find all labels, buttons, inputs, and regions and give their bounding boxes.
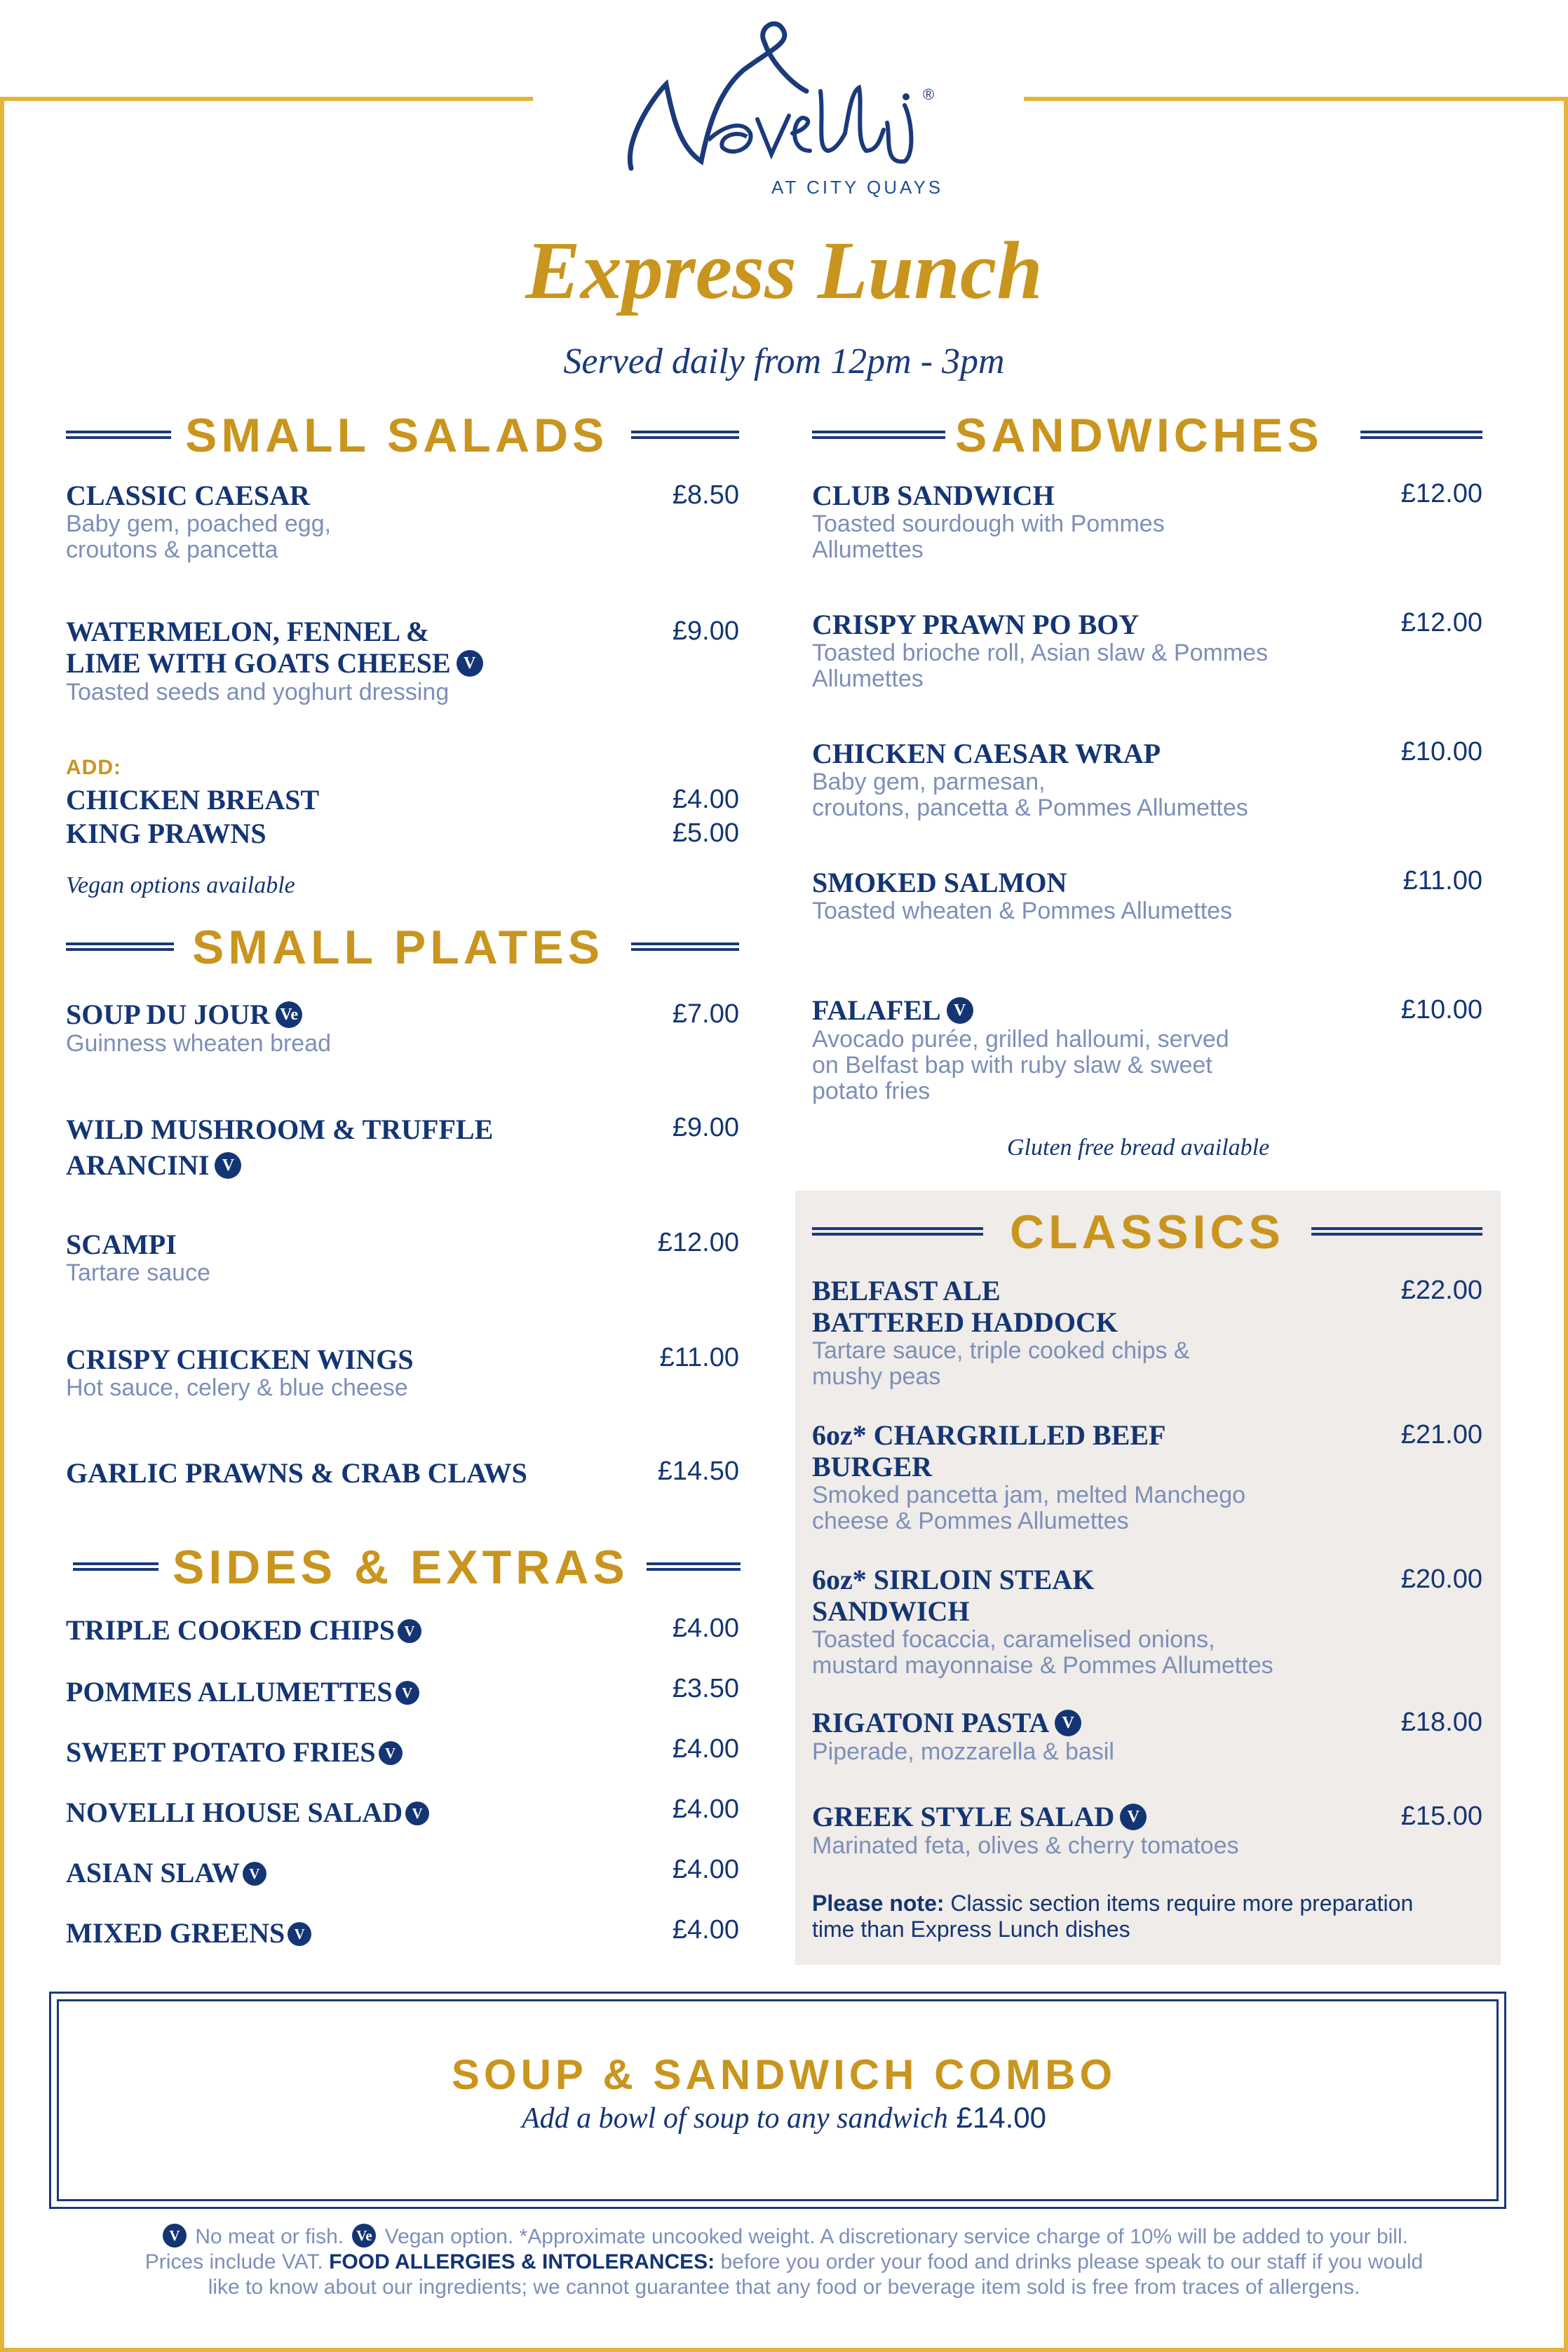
add-item bbox=[66, 784, 319, 816]
item-desc: on Belfast bap with ruby slaw & sweet bbox=[812, 1051, 1212, 1079]
item-price: £3.50 bbox=[672, 1674, 739, 1703]
item-price: £21.00 bbox=[1400, 1420, 1482, 1449]
item-name-line bbox=[66, 1857, 269, 1888]
add-item bbox=[66, 818, 266, 849]
combo-subtitle bbox=[0, 2101, 1568, 2135]
item-price: £11.00 bbox=[1403, 866, 1482, 895]
section-heading: SIDES & EXTRAS bbox=[173, 1541, 629, 1594]
item-name: CHICKEN BREAST bbox=[66, 784, 320, 816]
item-name-text: MIXED GREENS bbox=[66, 1917, 285, 1949]
section-small-plates bbox=[66, 923, 739, 972]
item-name: SMOKED SALMON bbox=[812, 867, 1067, 898]
vegetarian-badge-icon: V bbox=[398, 1619, 421, 1643]
heading-rule-right bbox=[631, 431, 739, 439]
footer-allergy-text: before you order your food and drinks please speak to our staff if you would bbox=[715, 2250, 1424, 2274]
item-name: CRISPY PRAWN PO BOY bbox=[812, 609, 1140, 640]
heading-rule-left bbox=[812, 431, 945, 439]
heading-rule-right bbox=[1311, 1227, 1482, 1236]
heading-rule-right bbox=[631, 942, 739, 951]
item-desc: Toasted sourdough with Pommes bbox=[812, 511, 1165, 537]
section-heading: CLASSICS bbox=[1010, 1205, 1285, 1259]
menu-item bbox=[66, 999, 599, 1057]
heading-rule-left bbox=[66, 431, 171, 439]
item-name: CLUB SANDWICH bbox=[812, 480, 1055, 511]
menu-item bbox=[812, 867, 1345, 924]
item-name-text: POMMES ALLUMETTES bbox=[66, 1676, 393, 1708]
item-name-text: SOUP DU JOUR bbox=[66, 999, 271, 1030]
item-name-line2 bbox=[66, 647, 599, 680]
menu-item bbox=[66, 1857, 269, 1888]
item-desc: Tartare sauce, triple cooked chips & bbox=[812, 1337, 1190, 1364]
frame-bottom bbox=[0, 2348, 1568, 2352]
item-desc: Smoked pancetta jam, melted Manchego bbox=[812, 1482, 1246, 1508]
menu-item bbox=[66, 480, 557, 563]
item-name-line bbox=[66, 1797, 432, 1828]
footer-ve-text: Vegan option. *Approximate uncooked weight. A discretionary service charge of 10% will be added to your bill. bbox=[379, 2225, 1408, 2248]
vegetarian-badge-icon: V bbox=[288, 1922, 311, 1946]
item-desc: potato fries bbox=[812, 1077, 931, 1104]
heading-rule-left bbox=[73, 1562, 158, 1571]
menu-item bbox=[812, 1564, 1345, 1679]
vegan-note: Vegan options available bbox=[66, 872, 295, 898]
item-desc: Guinness wheaten bread bbox=[66, 1029, 332, 1057]
vegetarian-badge-icon: V bbox=[396, 1681, 419, 1705]
item-desc: Toasted focaccia, caramelised onions, bbox=[812, 1626, 1215, 1653]
section-small-salads bbox=[66, 411, 739, 460]
item-name-text: RIGATONI PASTA bbox=[812, 1707, 1050, 1738]
menu-item bbox=[66, 1917, 314, 1949]
item-price: £15.00 bbox=[1400, 1802, 1482, 1831]
menu-item bbox=[66, 1614, 424, 1646]
item-price: £5.00 bbox=[672, 818, 739, 848]
item-price: £14.50 bbox=[657, 1457, 739, 1486]
item-name-text: SWEET POTATO FRIES bbox=[66, 1736, 376, 1768]
item-price: £10.00 bbox=[1400, 737, 1482, 766]
item-desc: Baby gem, parmesan, bbox=[812, 769, 1046, 795]
frame-right bbox=[1564, 97, 1568, 2352]
item-desc: Toasted brioche roll, Asian slaw & Pommes bbox=[812, 640, 1269, 666]
item-name: WILD MUSHROOM & TRUFFLE bbox=[66, 1114, 494, 1145]
item-price: £9.00 bbox=[672, 1113, 739, 1142]
item-name-line bbox=[812, 1707, 1345, 1739]
section-heading: SMALL SALADS bbox=[185, 409, 609, 462]
heading-rule-right bbox=[647, 1562, 741, 1571]
menu-item bbox=[66, 1797, 432, 1828]
item-desc: Toasted wheaten & Pommes Allumettes bbox=[812, 898, 1233, 924]
item-name-line bbox=[66, 999, 599, 1031]
item-name: BATTERED HADDOCK bbox=[812, 1306, 1118, 1338]
item-price: £22.00 bbox=[1400, 1276, 1482, 1305]
frame-top-right bbox=[1024, 97, 1568, 101]
item-name-text: GREEK STYLE SALAD bbox=[812, 1801, 1115, 1832]
footer-line-1 bbox=[70, 2224, 1498, 2250]
combo-sub-text: Add a bowl of soup to any sandwich bbox=[522, 2102, 948, 2135]
item-name-text: FALAFEL bbox=[812, 994, 941, 1026]
menu-item bbox=[812, 994, 1345, 1104]
item-name: CLASSIC CAESAR bbox=[66, 480, 310, 511]
item-name: KING PRAWNS bbox=[66, 818, 266, 849]
item-price: £8.50 bbox=[672, 480, 739, 510]
frame-left bbox=[0, 97, 4, 2352]
item-name-text: ASIAN SLAW bbox=[66, 1857, 240, 1888]
item-name-text: LIME WITH GOATS CHEESE bbox=[66, 647, 451, 679]
item-price: £4.00 bbox=[672, 1614, 739, 1643]
menu-item bbox=[66, 616, 599, 705]
page-subtitle: Served daily from 12pm - 3pm bbox=[563, 342, 1005, 381]
page-title: Express Lunch bbox=[525, 224, 1043, 316]
menu-item bbox=[812, 1707, 1345, 1765]
item-price: £4.00 bbox=[672, 1795, 739, 1824]
item-name: 6oz* CHARGRILLED BEEF bbox=[812, 1419, 1166, 1451]
vegetarian-badge-icon: V bbox=[1120, 1804, 1147, 1830]
add-label: ADD: bbox=[66, 756, 121, 779]
menu-item bbox=[812, 480, 1345, 563]
item-desc: mushy peas bbox=[812, 1363, 941, 1390]
item-desc: Piperade, mozzarella & basil bbox=[812, 1738, 1114, 1765]
vegan-badge-icon: Ve bbox=[352, 2224, 376, 2248]
combo-inner-border bbox=[57, 1999, 1499, 2201]
item-name-line2 bbox=[66, 1149, 599, 1182]
allergy-label: FOOD ALLERGIES & INTOLERANCES: bbox=[329, 2250, 715, 2274]
combo-title: SOUP & SANDWICH COMBO bbox=[451, 2051, 1117, 2098]
item-desc: croutons, pancetta & Pommes Allumettes bbox=[812, 795, 1248, 821]
vegetarian-badge-icon: V bbox=[379, 1741, 403, 1765]
vegetarian-badge-icon: V bbox=[405, 1802, 429, 1825]
combo-box bbox=[49, 1992, 1506, 2209]
item-desc: Hot sauce, celery & blue cheese bbox=[66, 1374, 408, 1401]
frame-top-left bbox=[0, 97, 533, 101]
section-heading: SMALL PLATES bbox=[192, 921, 604, 974]
gluten-free-note: Gluten free bread available bbox=[1007, 1135, 1270, 1161]
vegetarian-badge-icon: V bbox=[243, 1862, 266, 1886]
item-desc: cheese & Pommes Allumettes bbox=[812, 1508, 1129, 1534]
menu-item bbox=[66, 1457, 599, 1489]
item-price: £4.00 bbox=[672, 1915, 739, 1945]
item-name-text: ARANCINI bbox=[66, 1149, 210, 1181]
item-desc: Allumettes bbox=[812, 536, 924, 563]
item-price: £12.00 bbox=[657, 1228, 739, 1257]
section-classics bbox=[812, 1205, 1482, 1259]
item-name-line bbox=[66, 1614, 424, 1646]
heading-rule-right bbox=[1360, 431, 1482, 439]
item-desc: Baby gem, poached egg, bbox=[66, 511, 332, 537]
footer-line-3: like to know about our ingredients; we cannot guarantee that any food or beverage item sold is free from traces of allergens. bbox=[208, 2276, 1360, 2299]
footer-notes bbox=[70, 2224, 1498, 2300]
item-name: GARLIC PRAWNS & CRAB CLAWS bbox=[66, 1457, 527, 1489]
item-price: £18.00 bbox=[1400, 1708, 1482, 1737]
item-desc: Allumettes bbox=[812, 665, 924, 692]
item-price: £9.00 bbox=[672, 616, 739, 646]
item-price: £12.00 bbox=[1400, 608, 1482, 637]
combo-price: £14.00 bbox=[956, 2101, 1046, 2134]
item-price: £7.00 bbox=[672, 999, 739, 1029]
menu-item bbox=[812, 1275, 1345, 1390]
menu-item bbox=[66, 1114, 599, 1182]
menu-item bbox=[66, 1676, 422, 1708]
menu-item bbox=[812, 1419, 1345, 1534]
footer-v-text: No meat or fish. bbox=[189, 2225, 350, 2248]
section-sides bbox=[73, 1543, 743, 1592]
item-desc: Tartare sauce bbox=[66, 1259, 210, 1286]
section-sandwiches bbox=[812, 411, 1482, 460]
registered-mark: ® bbox=[923, 86, 935, 103]
item-name-line bbox=[66, 1736, 405, 1768]
item-price: £4.00 bbox=[672, 1855, 739, 1884]
menu-item bbox=[66, 1229, 599, 1286]
item-name: CHICKEN CAESAR WRAP bbox=[812, 738, 1161, 769]
footer-line-2 bbox=[70, 2250, 1498, 2275]
vegetarian-badge-icon: V bbox=[163, 2224, 187, 2248]
footer-vat-text: Prices include VAT. bbox=[144, 2250, 330, 2274]
please-note-text: Classic section items require more preparation time than Express Lunch dishes bbox=[812, 1891, 1414, 1942]
menu-item bbox=[812, 1801, 1345, 1859]
menu-item bbox=[812, 738, 1345, 821]
item-name: BELFAST ALE bbox=[812, 1275, 1001, 1306]
vegan-badge-icon: Ve bbox=[276, 1001, 302, 1028]
heading-rule-left bbox=[66, 942, 174, 951]
item-price: £20.00 bbox=[1400, 1564, 1482, 1594]
menu-item bbox=[66, 1736, 405, 1768]
item-price: £12.00 bbox=[1400, 479, 1482, 508]
item-desc: Toasted seeds and yoghurt dressing bbox=[66, 678, 450, 705]
item-price: £4.00 bbox=[672, 1734, 739, 1764]
menu-item bbox=[66, 1344, 599, 1401]
heading-rule-left bbox=[812, 1227, 983, 1236]
please-note-label: Please note: bbox=[812, 1891, 945, 1916]
vegetarian-badge-icon: V bbox=[1055, 1710, 1081, 1736]
item-name-line bbox=[66, 1917, 314, 1949]
item-desc: Avocado purée, grilled halloumi, served bbox=[812, 1025, 1229, 1053]
item-desc: croutons & pancetta bbox=[66, 536, 278, 563]
classics-note bbox=[812, 1891, 1443, 1942]
section-heading: SANDWICHES bbox=[955, 409, 1323, 462]
item-name: CRISPY CHICKEN WINGS bbox=[66, 1344, 414, 1375]
menu-item bbox=[812, 609, 1345, 692]
item-name-line bbox=[66, 1676, 422, 1708]
item-name-text: TRIPLE COOKED CHIPS bbox=[66, 1614, 395, 1646]
item-price: £10.00 bbox=[1400, 995, 1482, 1025]
item-name: SANDWICH bbox=[812, 1595, 970, 1627]
vegetarian-badge-icon: V bbox=[947, 997, 973, 1024]
item-name: 6oz* SIRLOIN STEAK bbox=[812, 1564, 1095, 1595]
item-desc: Marinated feta, olives & cherry tomatoes bbox=[812, 1832, 1239, 1859]
vegetarian-badge-icon: V bbox=[215, 1152, 241, 1179]
logo-subtitle: AT CITY QUAYS bbox=[771, 177, 944, 198]
item-name: SCAMPI bbox=[66, 1229, 177, 1260]
item-name: BURGER bbox=[812, 1451, 933, 1482]
item-price: £11.00 bbox=[659, 1343, 739, 1372]
item-price: £4.00 bbox=[672, 785, 739, 814]
item-name-line bbox=[812, 1801, 1345, 1833]
item-name-line bbox=[812, 994, 1345, 1027]
vegetarian-badge-icon: V bbox=[457, 650, 483, 677]
item-name: WATERMELON, FENNEL & bbox=[66, 616, 430, 647]
item-name-text: NOVELLI HOUSE SALAD bbox=[66, 1797, 403, 1828]
item-desc: mustard mayonnaise & Pommes Allumettes bbox=[812, 1652, 1273, 1679]
